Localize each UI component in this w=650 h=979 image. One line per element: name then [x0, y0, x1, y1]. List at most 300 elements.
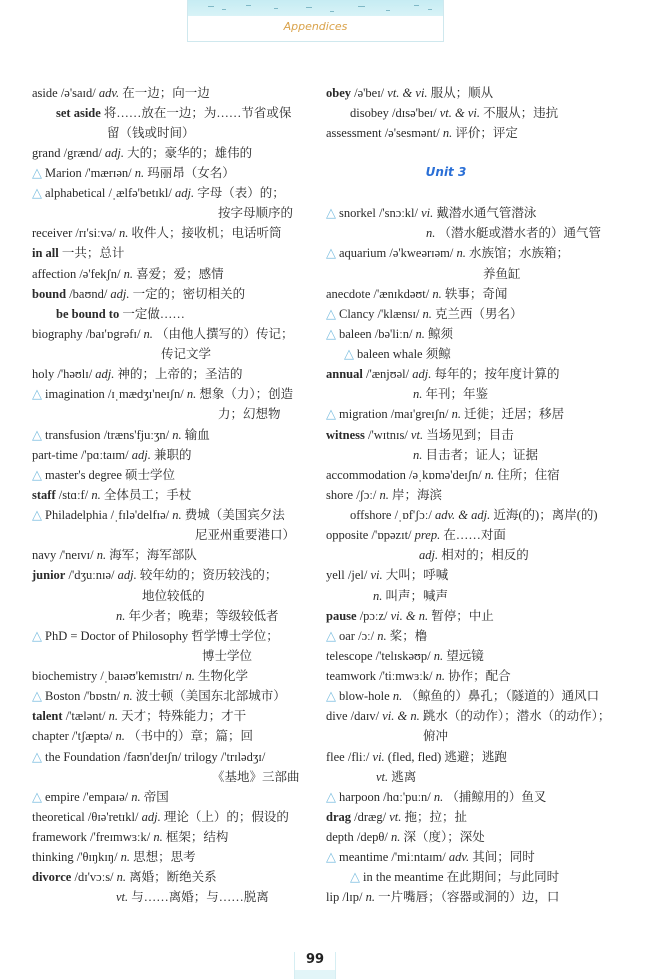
definition: （由他人撰写的）传记；: [156, 327, 294, 341]
pronunciation: /ə'beɪ/: [354, 86, 385, 100]
vocab-entry: [326, 849, 535, 865]
definition: 暂停；中止: [431, 609, 494, 623]
part-of-speech: n.: [186, 387, 197, 401]
pronunciation: /ə'fekʃn/: [79, 267, 121, 281]
triangle-icon: △: [32, 428, 42, 443]
headword: offshore: [350, 508, 392, 522]
definition: 与……离婚；与……脱离: [131, 890, 269, 904]
part-of-speech: n.: [413, 448, 423, 462]
pronunciation: /bə'liːn/: [374, 327, 413, 341]
definition: 俯冲: [423, 729, 449, 743]
vocab-entry: [32, 85, 210, 101]
headword: lip: [326, 890, 340, 904]
pronunciation: /baɪ'ɒgrəfɪ/: [85, 327, 141, 341]
triangle-icon: △: [32, 186, 42, 201]
pronunciation: /'wɪtnɪs/: [368, 428, 408, 442]
header-title: Appendices: [283, 20, 348, 33]
pronunciation: /ˌælfə'betɪkl/: [108, 186, 172, 200]
definition: 桨；橹: [389, 629, 428, 643]
pronunciation: /'ænɪkdəʊt/: [373, 287, 430, 301]
definition: （书中的）章；篇；回: [127, 729, 253, 743]
definition: 相对的；相反的: [441, 548, 529, 562]
part-of-speech: vi.: [370, 568, 383, 582]
part-of-speech: n.: [415, 327, 425, 341]
pronunciation: /'mærɪən/: [84, 166, 132, 180]
part-of-speech: vt.: [410, 428, 424, 442]
part-of-speech: n.: [391, 830, 401, 844]
part-of-speech: n.: [433, 790, 444, 804]
part-of-speech: adj.: [175, 186, 195, 200]
vocab-entry: [32, 427, 210, 443]
pronunciation: /'tiːmwɜːk/: [379, 669, 433, 683]
triangle-icon: △: [326, 327, 336, 342]
headword: disobey: [350, 106, 389, 120]
vocab-entry: [32, 668, 248, 684]
vocab-entry: [218, 205, 293, 221]
part-of-speech: n.: [185, 669, 195, 683]
headword: the Foundation: [45, 750, 121, 764]
part-of-speech: vt.: [116, 890, 129, 904]
part-of-speech: n.: [91, 488, 101, 502]
pronunciation: /'bɒstn/: [83, 689, 121, 703]
pronunciation: /'ænjʊəl/: [365, 367, 410, 381]
pronunciation: /'pɑːtaɪm/: [80, 448, 129, 462]
definition: （潜水艇或潜水者的）通气管: [438, 226, 602, 240]
vocab-entry: [326, 427, 514, 443]
triangle-icon: △: [32, 750, 42, 765]
triangle-icon: △: [32, 468, 42, 483]
part-of-speech: n.: [451, 407, 462, 421]
definition: 年少者；晚辈；等级较低者: [128, 609, 279, 623]
triangle-icon: △: [350, 870, 360, 885]
definition: 留（钱或时间）: [107, 126, 195, 140]
definition: 逃离: [391, 770, 417, 784]
definition: 海军；海军部队: [109, 548, 197, 562]
definition: 在此期间；与此同时: [446, 870, 560, 884]
vocab-entry: [32, 708, 246, 724]
headword: Philadelphia: [45, 508, 108, 522]
vocab-entry: [116, 608, 279, 624]
headword: Clancy: [339, 307, 375, 321]
vocab-entry: [32, 628, 279, 644]
vocab-entry: [32, 547, 197, 563]
definition: 水族馆；水族箱；: [469, 246, 570, 260]
pronunciation: /daɪv/: [350, 709, 380, 723]
vocab-entry: [326, 648, 484, 664]
pronunciation: /'freɪmwɜːk/: [89, 830, 151, 844]
part-of-speech: n.: [365, 890, 375, 904]
pronunciation: /pɔːz/: [359, 609, 388, 623]
definition: 大叫；呼喊: [385, 568, 449, 582]
vocab-entry: [32, 447, 192, 463]
headword: staff: [32, 488, 56, 502]
vocab-entry: [32, 386, 293, 402]
definition: （鲸鱼的）鼻孔；（隧道的）通风口: [405, 689, 600, 703]
pronunciation: /ʃɔː/: [356, 488, 377, 502]
pronunciation: /ɪˌmædʒɪ'neɪʃn/: [107, 387, 184, 401]
pronunciation: /'neɪvɪ/: [59, 548, 94, 562]
headword: aquarium: [339, 246, 387, 260]
vocab-entry: [32, 165, 235, 181]
headword: yell: [326, 568, 345, 582]
sea-illustration-band: [188, 0, 443, 16]
pronunciation: /fliː/: [347, 750, 370, 764]
vocab-entry: [202, 648, 252, 664]
vocab-entry: [32, 487, 191, 503]
headword: divorce: [32, 870, 72, 884]
vocab-entry: [32, 789, 169, 805]
definition: 须鲸: [425, 347, 451, 361]
triangle-icon: △: [326, 407, 336, 422]
part-of-speech: n.: [373, 589, 383, 603]
part-of-speech: n.: [442, 126, 453, 140]
definition: 输血: [184, 428, 210, 442]
vocab-entry: [326, 789, 546, 805]
vocab-entry: [32, 507, 285, 523]
headword: blow-hole: [339, 689, 390, 703]
headword: affection: [32, 267, 77, 281]
pronunciation: /rɪ'siːvə/: [75, 226, 116, 240]
definition: 克兰西（男名）: [435, 307, 523, 321]
definition: 力；幻想物: [218, 407, 281, 421]
definition: （捕鲸用的）鱼叉: [446, 790, 547, 804]
part-of-speech: adv.: [98, 86, 120, 100]
definition: 叫声；喊声: [385, 589, 449, 603]
vocab-entry: [326, 125, 518, 141]
part-of-speech: vi.: [372, 750, 385, 764]
definition: 养鱼缸: [483, 267, 521, 281]
vocab-entry: [326, 326, 453, 342]
section-header: [187, 0, 444, 42]
definition: 帝国: [143, 790, 169, 804]
vocab-entry: [326, 487, 442, 503]
vocab-entry: [107, 125, 195, 141]
pronunciation: /grænd/: [63, 146, 102, 160]
triangle-icon: △: [326, 790, 336, 805]
pronunciation: /'tʃæptə/: [71, 729, 113, 743]
definition: 费城（美国宾夕法: [184, 508, 285, 522]
vocab-entry: [326, 749, 507, 765]
headword: anecdote: [326, 287, 371, 301]
definition: 硕士学位: [125, 468, 176, 482]
triangle-icon: △: [344, 347, 354, 362]
definition: 全体员工；手杖: [103, 488, 192, 502]
part-of-speech: adj.: [131, 448, 151, 462]
definition: 戴潜水通气管潜泳: [436, 206, 537, 220]
definition: 一共；总计: [61, 246, 125, 260]
definition: 评价；评定: [455, 126, 518, 140]
headword: framework: [32, 830, 87, 844]
definition: 收件人；接收机；电话听筒: [131, 226, 282, 240]
definition: 服从；顺从: [430, 86, 494, 100]
part-of-speech: n.: [456, 246, 466, 260]
pronunciation: /'snɔːkl/: [378, 206, 418, 220]
headword: accommodation: [326, 468, 406, 482]
vocab-entry: [32, 728, 253, 744]
pronunciation: /əˌkɒmə'deɪʃn/: [408, 468, 482, 482]
triangle-icon: △: [32, 508, 42, 523]
page-number-tab: [294, 952, 336, 979]
part-of-speech: n.: [422, 307, 432, 321]
headword: teamwork: [326, 669, 376, 683]
definition: 大的；豪华的；雄伟的: [127, 146, 253, 160]
definition: 框架；结构: [165, 830, 229, 844]
part-of-speech: n.: [134, 166, 145, 180]
definition: 《基地》三部曲: [212, 770, 300, 784]
vocab-entry: [32, 266, 224, 282]
definition: 其间；同时: [472, 850, 535, 864]
vocab-entry: [32, 869, 217, 885]
headword: transfusion: [45, 428, 101, 442]
vocab-entry: [413, 386, 488, 402]
part-of-speech: vt.: [376, 770, 389, 784]
headword: snorkel: [339, 206, 376, 220]
vocab-entry: [376, 769, 416, 785]
pronunciation: /'həʊlɪ/: [57, 367, 93, 381]
vocab-entry: [423, 728, 448, 744]
definition: 鲸须: [428, 327, 454, 341]
part-of-speech: vt. & vi.: [439, 106, 481, 120]
vocab-entry: [419, 547, 529, 563]
headword: oar: [339, 629, 355, 643]
vocab-entry: [326, 85, 493, 101]
triangle-icon: △: [32, 629, 42, 644]
vocab-entry: [326, 608, 494, 624]
triangle-icon: △: [326, 246, 336, 261]
headword: PhD = Doctor of Philosophy: [45, 629, 189, 643]
definition: 跳水（的动作）；潜水（的动作）；: [422, 709, 611, 723]
triangle-icon: △: [32, 166, 42, 181]
definition: 协作；配合: [448, 669, 511, 683]
vocab-entry: [32, 366, 243, 382]
headword: imagination: [45, 387, 105, 401]
vocab-entry: [426, 225, 601, 241]
pronunciation: /maɪ'greɪʃn/: [390, 407, 449, 421]
definition: 按字母顺序的: [218, 206, 294, 220]
vocab-entry: [32, 749, 265, 765]
pronunciation: /ɔː/: [358, 629, 375, 643]
vocab-entry: [350, 105, 558, 121]
headword: flee: [326, 750, 345, 764]
part-of-speech: adj.: [110, 287, 130, 301]
vocab-entry: [326, 366, 559, 382]
headword: master's degree: [45, 468, 122, 482]
vocab-entry: [32, 688, 286, 704]
part-of-speech: adj.: [104, 146, 125, 160]
pronunciation: /'empaɪə/: [82, 790, 129, 804]
definition: 目击者；证人；证据: [425, 448, 539, 462]
headword: obey: [326, 86, 351, 100]
vocab-entry: [32, 145, 252, 161]
vocab-entry: [32, 245, 124, 261]
pronunciation: /'miːntaɪm/: [391, 850, 446, 864]
pronunciation: /ˌfɪlə'delfɪə/: [110, 508, 170, 522]
definition: 岸；海滨: [391, 488, 442, 502]
definition: 将……放在一边；为……节省或保: [103, 106, 292, 120]
pronunciation: /ə'saɪd/: [60, 86, 96, 100]
definition: (fled, fled) 逃避；逃跑: [387, 750, 507, 764]
definition: 迁徙；迁居；移居: [464, 407, 565, 421]
headword: biochemistry: [32, 669, 98, 683]
definition: 兼职的: [154, 448, 192, 462]
vocab-entry: [326, 809, 467, 825]
pronunciation: /faʊn'deɪʃn/ trilogy /'trɪlədʒɪ/: [123, 750, 266, 764]
part-of-speech: n.: [115, 729, 125, 743]
part-of-speech: adj.: [95, 367, 115, 381]
headword: chapter: [32, 729, 69, 743]
definition: 年刊；年鉴: [425, 387, 489, 401]
part-of-speech: n.: [435, 669, 445, 683]
triangle-icon: △: [326, 629, 336, 644]
definition: 较年幼的；资历较浅的；: [139, 568, 278, 582]
pronunciation: /hɑː'puːn/: [383, 790, 431, 804]
vocab-entry: [326, 688, 599, 704]
vocab-entry: [326, 286, 507, 302]
vocab-entry: [32, 225, 281, 241]
part-of-speech: vt.: [389, 810, 402, 824]
part-of-speech: n.: [116, 870, 127, 884]
part-of-speech: adj.: [117, 568, 137, 582]
headword: opposite: [326, 528, 369, 542]
pronunciation: /ə'sesmənt/: [384, 126, 440, 140]
part-of-speech: n.: [377, 629, 387, 643]
headword: pause: [326, 609, 357, 623]
headword: receiver: [32, 226, 73, 240]
pronunciation: /dɪsə'beɪ/: [392, 106, 437, 120]
page-number: 99: [305, 952, 325, 967]
vocab-entry: [195, 527, 295, 543]
definition: 在……对面: [443, 528, 506, 542]
definition: 离婚；断绝关系: [129, 870, 217, 884]
vocab-entry: [116, 889, 269, 905]
vocab-entry: [56, 105, 291, 121]
part-of-speech: vi.: [421, 206, 434, 220]
pronunciation: /'θɪŋkɪŋ/: [76, 850, 118, 864]
part-of-speech: n.: [426, 226, 436, 240]
vocab-entry: [350, 507, 598, 523]
definition: 传记文学: [161, 347, 212, 361]
definition: 喜爱；爱；感情: [136, 267, 224, 281]
vocab-entry: [326, 527, 506, 543]
headword: be bound to: [56, 307, 120, 321]
part-of-speech: adj.: [141, 810, 161, 824]
headword: shore: [326, 488, 354, 502]
part-of-speech: vt. & vi.: [387, 86, 428, 100]
headword: baleen whale: [357, 347, 423, 361]
headword: assessment: [326, 126, 382, 140]
pronunciation: /stɑːf/: [58, 488, 89, 502]
triangle-icon: △: [32, 387, 42, 402]
pronunciation: /'dʒuːnɪə/: [68, 568, 115, 582]
vocab-entry: [142, 588, 205, 604]
vocab-entry: [32, 467, 175, 483]
pronunciation: /'telɪskəʊp/: [375, 649, 431, 663]
headword: drag: [326, 810, 351, 824]
vocab-entry: [32, 185, 285, 201]
headword: Boston: [45, 689, 81, 703]
pronunciation: /dræg/: [354, 810, 387, 824]
part-of-speech: adj.: [412, 367, 432, 381]
definition: 深（度）；深处: [403, 830, 485, 844]
headword: migration: [339, 407, 388, 421]
vocab-entry: [32, 829, 228, 845]
part-of-speech: n.: [153, 830, 163, 844]
part-of-speech: vi. & n.: [382, 709, 420, 723]
vocab-entry: [326, 205, 536, 221]
definition: 一定做……: [122, 307, 185, 321]
definition: 每年的；按年度计算的: [434, 367, 560, 381]
vocab-entry: [212, 769, 300, 785]
part-of-speech: vi. & n.: [390, 609, 429, 623]
part-of-speech: adv.: [448, 850, 470, 864]
vocab-entry: [326, 668, 511, 684]
vocab-entry: [413, 447, 538, 463]
triangle-icon: △: [32, 689, 42, 704]
vocab-entry: [326, 889, 559, 905]
pronunciation: /træns'fjuːʒn/: [103, 428, 170, 442]
part-of-speech: n.: [392, 689, 403, 703]
vocab-entry: [326, 306, 523, 322]
triangle-icon: △: [326, 850, 336, 865]
vocab-entry: [218, 406, 281, 422]
pronunciation: /θɪə'retɪkl/: [87, 810, 139, 824]
definition: 神的；上帝的；圣洁的: [117, 367, 243, 381]
headword: set aside: [56, 106, 101, 120]
vocab-entry: [32, 809, 289, 825]
definition: 当场见到；目击: [426, 428, 514, 442]
vocab-entry: [373, 588, 448, 604]
headword: aside: [32, 86, 58, 100]
headword: bound: [32, 287, 67, 301]
pronunciation: /'klænsɪ/: [377, 307, 420, 321]
definition: 想象（力）；创造: [199, 387, 294, 401]
definition: 拖；拉；扯: [404, 810, 467, 824]
unit-heading: Unit 3: [425, 165, 467, 179]
headword: Marion: [45, 166, 82, 180]
pronunciation: /lɪp/: [342, 890, 363, 904]
vocab-entry: [326, 406, 564, 422]
vocab-entry: [32, 326, 294, 342]
triangle-icon: △: [326, 206, 336, 221]
headword: thinking: [32, 850, 74, 864]
pronunciation: /dɪ'vɔːs/: [74, 870, 114, 884]
definition: 在一边；向一边: [122, 86, 210, 100]
part-of-speech: n.: [433, 649, 444, 663]
part-of-speech: n.: [379, 488, 389, 502]
headword: in all: [32, 246, 59, 260]
pronunciation: /baʊnd/: [69, 287, 108, 301]
definition: 波士顿（美国东北部城市）: [135, 689, 286, 703]
headword: harpoon: [339, 790, 380, 804]
part-of-speech: n.: [143, 327, 153, 341]
definition: 尼亚州重要港口）: [195, 528, 296, 542]
headword: talent: [32, 709, 63, 723]
part-of-speech: n.: [131, 790, 141, 804]
part-of-speech: n.: [413, 387, 423, 401]
definition: 天才；特殊能力；才干: [121, 709, 247, 723]
headword: dive: [326, 709, 348, 723]
headword: holy: [32, 367, 55, 381]
part-of-speech: adj.: [419, 548, 439, 562]
triangle-icon: △: [326, 689, 336, 704]
pronunciation: /ə'kweərɪəm/: [389, 246, 454, 260]
definition: 一定的；密切相关的: [132, 287, 246, 301]
pronunciation: /depθ/: [356, 830, 388, 844]
definition: 字母（表）的；: [197, 186, 285, 200]
headword: annual: [326, 367, 363, 381]
headword: junior: [32, 568, 66, 582]
definition: 不服从；违抗: [483, 106, 559, 120]
